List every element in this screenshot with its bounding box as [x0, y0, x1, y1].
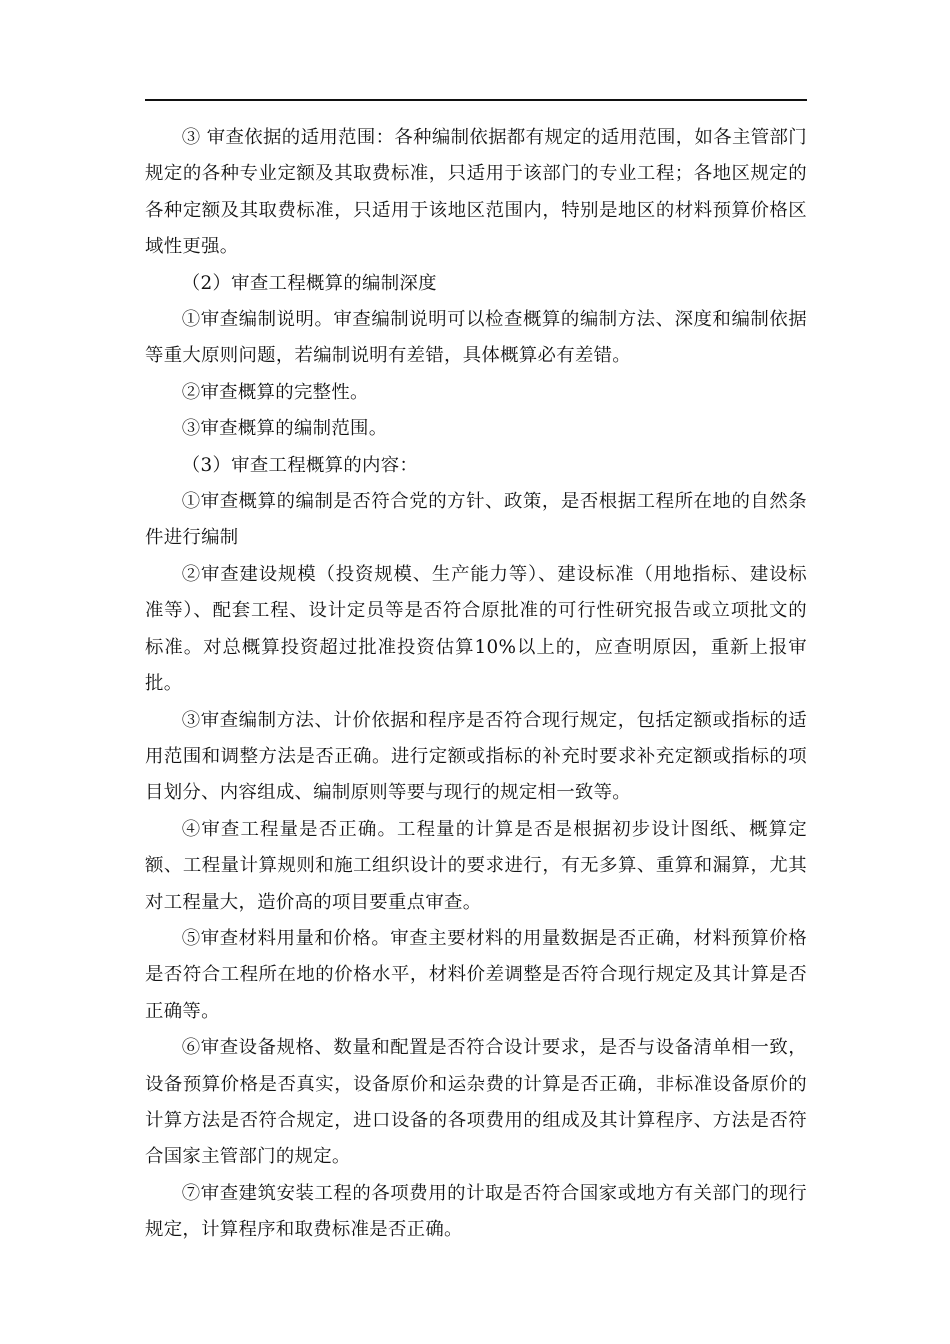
paragraph-review-policy: ①审查概算的编制是否符合党的方针、政策，是否根据工程所在地的自然条件进行编制 [145, 491, 807, 549]
paragraph-review-equipment: ⑥审查设备规格、数量和配置是否符合设计要求，是否与设备清单相一致，设备预算价格是否真实，设备原价和运杂费的计算是否正确，非标准设备原价的计算方法是否符合规定，进口设备的各项费用的组成及其计算程序、方法是否符合国家主管部门的规定。 [145, 1037, 807, 1168]
paragraph-review-quantity: ④审查工程量是否正确。工程量的计算是否是根据初步设计图纸、概算定额、工程量计算规则和施工组织设计的要求进行，有无多算、重算和漏算，尤其对工程量大，造价高的项目要重点审查。 [145, 818, 807, 913]
document-page [145, 0, 807, 1344]
paragraph-review-description: ①审查编制说明。审查编制说明可以检查概算的编制方法、深度和编制依据等重大原则问题，若编制说明有差错，具体概算必有差错。 [145, 309, 807, 367]
paragraph-review-method: ③审查编制方法、计价依据和程序是否符合现行规定，包括定额或指标的适用范围和调整方法是否正确。进行定额或指标的补充时要求补充定额或指标的项目划分、内容组成、编制原则等要与现行的规定相一致等。 [145, 709, 807, 804]
paragraph-review-materials: ⑤审查材料用量和价格。审查主要材料的用量数据是否正确，材料预算价格是否符合工程所在地的价格水平，材料价差调整是否符合现行规定及其计算是否正确等。 [145, 927, 807, 1022]
paragraph-review-fees: ⑦审查建筑安装工程的各项费用的计取是否符合国家或地方有关部门的现行规定，计算程序和取费标准是否正确。 [145, 1182, 807, 1241]
heading-review-depth: （2）审查工程概算的编制深度 [181, 272, 437, 294]
paragraph-review-scale: ②审查建设规模（投资规模、生产能力等）、建设标准（用地指标、建设标准等）、配套工程、设计定员等是否符合原批准的可行性研究报告或立项批文的标准。对总概算投资超过批准投资估算10%以上的，应查明原因，重新上报审批。 [145, 563, 807, 695]
paragraph-scope-of-basis: ③ 审查依据的适用范围：各种编制依据都有规定的适用范围，如各主管部门规定的各种专业定额及其取费标准，只适用于该部门的专业工程；各地区规定的各种定额及其取费标准，只适用于该地区范围内，特别是地区的材料预算价格区域性更强。 [145, 127, 807, 258]
header-rule [145, 99, 807, 101]
paragraph-review-scope: ③审查概算的编制范围。 [181, 418, 388, 440]
document-body [145, 120, 807, 1249]
heading-review-content: （3）审查工程概算的内容： [181, 454, 419, 476]
paragraph-review-completeness: ②审查概算的完整性。 [181, 381, 369, 403]
